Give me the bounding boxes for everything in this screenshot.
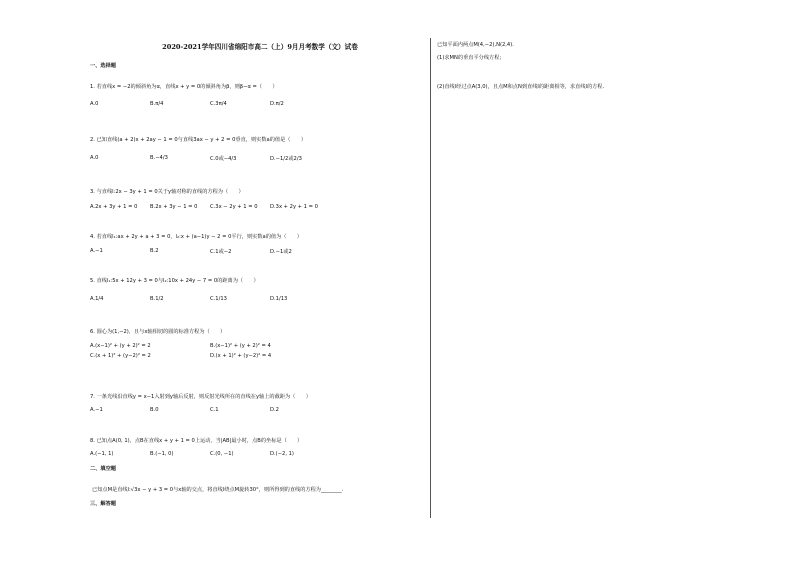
question-7-option-d: D.2 xyxy=(270,407,279,413)
question-8-option-b: B.(−1, 0) xyxy=(150,451,174,457)
question-3-option-d: D.3x + 2y + 1 = 0 xyxy=(270,204,318,210)
question-3-option-a: A.2x + 3y + 1 = 0 xyxy=(90,204,138,210)
question-7-option-a: A.−1 xyxy=(90,407,103,413)
question-1-option-d: D.π/2 xyxy=(270,101,284,107)
answer-question-part-2: (2)直线l经过点A(3,0)，且点M和点N到直线l的距离相等，求直线l的方程. xyxy=(437,84,605,90)
question-4-option-c: C.1或−2 xyxy=(210,249,232,255)
section-heading-choice: 一、选择题 xyxy=(90,63,116,69)
answer-question-part-1: (1)求MN的垂直平分线方程； xyxy=(437,55,505,61)
question-1-stem: 1. 若直线x = −2的倾斜角为α，直线x + y = 0的倾斜角为β，则β−α =（ ） xyxy=(90,84,278,90)
question-4-stem: 4. 若直线l₁:ax + 2y + a + 3 = 0，l₂:x + (a−1)y − 2 = 0平行，则实数a的值为（ ） xyxy=(90,234,303,240)
question-3-option-c: C.3x − 2y + 1 = 0 xyxy=(210,204,258,210)
question-6-option-a: A.(x−1)² + (y + 2)² = 2 xyxy=(90,343,151,349)
question-7-option-b: B.0 xyxy=(150,407,159,413)
question-5-option-d: D.1/13 xyxy=(270,296,288,302)
question-6-option-c: C.(x + 1)² + (y−2)² = 2 xyxy=(90,353,151,359)
question-5-stem: 5. 直线l₁:5x + 12y + 3 = 0与l₂:10x + 24y − 7 = 0的距离为（ ） xyxy=(90,278,259,284)
question-3-option-b: B.2x + 3y − 1 = 0 xyxy=(150,204,198,210)
question-5-option-b: B.1/2 xyxy=(150,296,164,302)
question-6-option-d: D.(x + 1)² + (y−2)² = 4 xyxy=(210,353,272,359)
question-7-stem: 7. 一条光线沿直线y = x−1入射到y轴后反射，则反射光线所在的直线在y轴上的截距为（ ） xyxy=(90,394,311,400)
fill-blank-question: 已知点M是直线l:√3x − y + 3 = 0与x轴的交点，将直线l绕点M旋转30°，则所得到的直线的方程为________. xyxy=(92,487,344,493)
question-8-stem: 8. 已知点A(0, 1)，点B在直线x + y + 1 = 0上运动，当|AB|最小时，点B的坐标是（ ） xyxy=(90,438,303,444)
question-8-option-d: D.(−2, 1) xyxy=(270,451,294,457)
section-heading-answer: 三、解答题 xyxy=(90,501,116,507)
question-1-option-a: A.0 xyxy=(90,101,99,107)
question-8-option-a: A.(−1, 1) xyxy=(90,451,114,457)
question-6-stem: 6. 圆心为(1,−2)，且与x轴相切的圆的标准方程为（ ） xyxy=(90,329,226,335)
question-2-option-a: A.0 xyxy=(90,155,99,161)
question-4-option-a: A.−1 xyxy=(90,248,103,254)
question-4-option-b: B.2 xyxy=(150,248,159,254)
question-2-option-d: D.−1/2或2/3 xyxy=(270,156,302,162)
question-3-stem: 3. 与直线l:2x − 3y + 1 = 0关于y轴对称的直线的方程为（ ） xyxy=(90,189,244,195)
question-7-option-c: C.1 xyxy=(210,407,219,413)
question-1-option-c: C.3π/4 xyxy=(210,101,227,107)
column-divider xyxy=(430,38,431,518)
answer-question-intro: 已知平面内两点M(4,−2),N(2,4). xyxy=(437,42,514,48)
question-1-option-b: B.π/4 xyxy=(150,101,164,107)
question-5-option-a: A.1/4 xyxy=(90,296,104,302)
question-6-option-b: B.(x−1)² + (y + 2)² = 4 xyxy=(210,343,271,349)
question-2-option-b: B.−4/3 xyxy=(150,155,168,161)
question-2-stem: 2. 已知直线(a + 2)x + 2ay − 1 = 0与直线3ax − y + 2 = 0垂直，则实数a的值是（ ） xyxy=(90,137,307,143)
page-title: 2020-2021学年四川省绵阳市高二（上）9月月考数学（文）试卷 xyxy=(162,43,358,51)
question-2-option-c: C.0或−4/3 xyxy=(210,156,237,162)
question-4-option-d: D.−1或2 xyxy=(270,249,292,255)
question-8-option-c: C.(0, −1) xyxy=(210,451,234,457)
question-5-option-c: C.1/13 xyxy=(210,296,227,302)
section-heading-fill: 二、填空题 xyxy=(90,466,116,472)
